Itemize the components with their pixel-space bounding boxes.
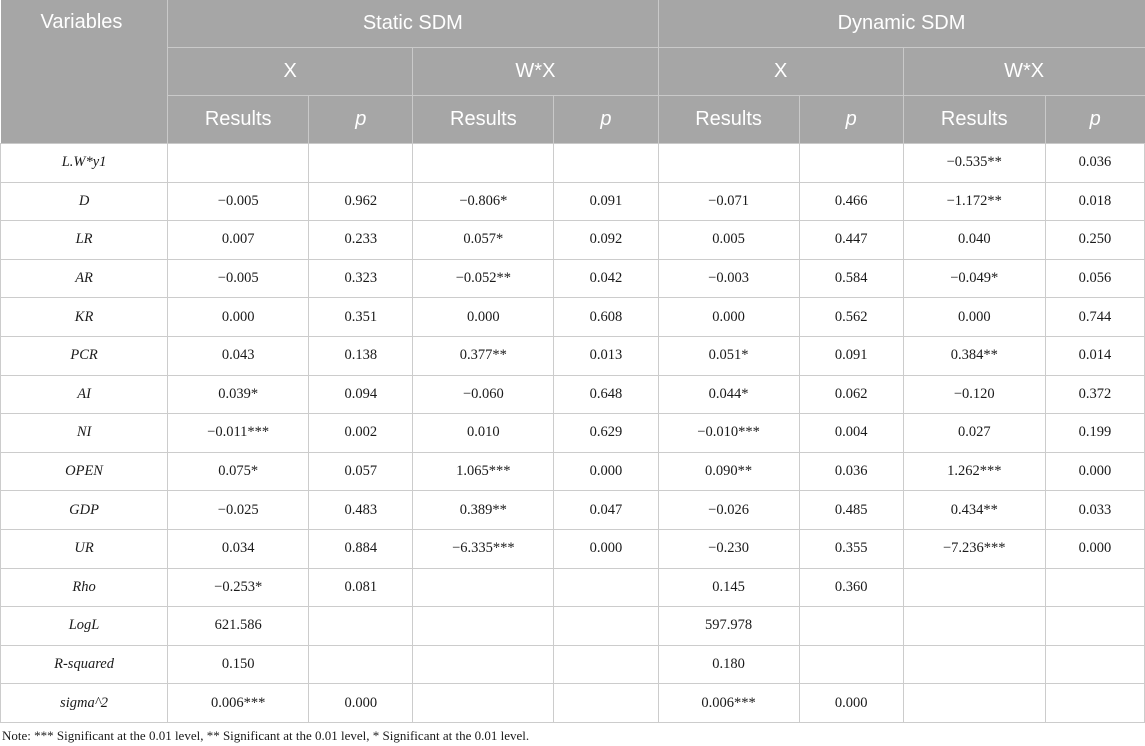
results-header: Results [903,96,1045,144]
p-value-cell: 0.004 [799,414,903,453]
result-cell: 0.180 [658,645,799,684]
p-value-cell: 0.351 [309,298,413,337]
p-value-cell: 0.250 [1045,221,1144,260]
variable-name: AI [1,375,168,414]
variable-name: UR [1,529,168,568]
results-header: Results [168,96,309,144]
p-value-cell: 0.036 [799,452,903,491]
result-cell: −0.011*** [168,414,309,453]
table-row [1,568,1145,607]
result-cell: 0.027 [903,414,1045,453]
variable-name: NI [1,414,168,453]
p-value-cell [799,645,903,684]
variable-name: AR [1,259,168,298]
p-header: p [1045,96,1144,144]
p-value-cell: 0.447 [799,221,903,260]
result-cell [413,144,554,183]
p-value-cell: 0.094 [309,375,413,414]
result-cell: −7.236*** [903,529,1045,568]
p-value-cell: 0.744 [1045,298,1144,337]
result-cell: 0.006*** [168,684,309,723]
result-cell: −0.060 [413,375,554,414]
variable-name: Rho [1,568,168,607]
p-value-cell [554,607,658,646]
result-cell: −0.535** [903,144,1045,183]
result-cell: −1.172** [903,182,1045,221]
p-value-cell: 0.092 [554,221,658,260]
result-cell [903,645,1045,684]
p-value-cell: 0.355 [799,529,903,568]
p-value-cell [799,607,903,646]
p-value-cell: 0.648 [554,375,658,414]
variable-name: LR [1,221,168,260]
result-cell: 0.034 [168,529,309,568]
p-value-cell: 0.081 [309,568,413,607]
result-cell: −0.025 [168,491,309,530]
p-value-cell [309,607,413,646]
p-value-cell: 0.042 [554,259,658,298]
result-cell: 0.090** [658,452,799,491]
result-cell: −0.005 [168,259,309,298]
p-value-cell: 0.000 [1045,529,1144,568]
result-cell: 0.043 [168,336,309,375]
variable-name: OPEN [1,452,168,491]
result-cell: −0.806* [413,182,554,221]
p-value-cell [1045,684,1144,723]
result-cell: −0.052** [413,259,554,298]
result-cell: 1.065*** [413,452,554,491]
dynamic-x-header: X [658,48,903,96]
table-row [1,414,1145,453]
p-value-cell: 0.062 [799,375,903,414]
p-value-cell: 0.372 [1045,375,1144,414]
variable-name: L.W*y1 [1,144,168,183]
result-cell: 621.586 [168,607,309,646]
results-header: Results [658,96,799,144]
results-header: Results [413,96,554,144]
result-cell [903,607,1045,646]
result-cell: 0.000 [168,298,309,337]
p-value-cell [309,144,413,183]
table-row [1,684,1145,723]
p-value-cell: 0.199 [1045,414,1144,453]
p-value-cell: 0.000 [1045,452,1144,491]
table-row [1,452,1145,491]
p-value-cell: 0.018 [1045,182,1144,221]
p-value-cell [1045,607,1144,646]
p-value-cell: 0.091 [799,336,903,375]
p-value-cell: 0.233 [309,221,413,260]
result-cell: 0.150 [168,645,309,684]
p-value-cell: 0.000 [554,529,658,568]
result-cell: −0.026 [658,491,799,530]
result-cell [658,144,799,183]
result-cell: −0.003 [658,259,799,298]
p-value-cell: 0.056 [1045,259,1144,298]
p-value-cell: 0.323 [309,259,413,298]
result-cell: 1.262*** [903,452,1045,491]
result-cell: 0.145 [658,568,799,607]
variables-header: Variables [1,0,168,144]
p-value-cell [554,144,658,183]
table-row [1,491,1145,530]
p-value-cell: 0.014 [1045,336,1144,375]
p-value-cell: 0.013 [554,336,658,375]
result-cell: −0.253* [168,568,309,607]
result-cell [413,568,554,607]
table-row [1,529,1145,568]
result-cell [413,645,554,684]
dynamic-sdm-header: Dynamic SDM [658,0,1144,48]
p-value-cell: 0.608 [554,298,658,337]
p-value-cell [554,568,658,607]
result-cell: −0.005 [168,182,309,221]
result-cell: −0.071 [658,182,799,221]
p-header: p [554,96,658,144]
static-sdm-header: Static SDM [168,0,658,48]
table-row [1,607,1145,646]
p-value-cell: 0.962 [309,182,413,221]
result-cell: 0.000 [413,298,554,337]
result-cell: 0.005 [658,221,799,260]
result-cell: 0.039* [168,375,309,414]
p-value-cell: 0.584 [799,259,903,298]
result-cell: 0.007 [168,221,309,260]
p-value-cell [1045,568,1144,607]
dynamic-wx-header: W*X [903,48,1144,96]
static-x-header: X [168,48,413,96]
result-cell: 0.051* [658,336,799,375]
variable-name: sigma^2 [1,684,168,723]
result-cell: 0.000 [658,298,799,337]
result-cell: 0.434** [903,491,1045,530]
table-row [1,645,1145,684]
result-cell [168,144,309,183]
p-value-cell: 0.466 [799,182,903,221]
table-row [1,336,1145,375]
p-value-cell: 0.000 [309,684,413,723]
result-cell [413,607,554,646]
result-cell: 0.000 [903,298,1045,337]
result-cell: −6.335*** [413,529,554,568]
p-value-cell: 0.629 [554,414,658,453]
p-value-cell: 0.884 [309,529,413,568]
table-body [1,144,1145,723]
result-cell: −0.120 [903,375,1045,414]
result-cell: 0.040 [903,221,1045,260]
variable-name: PCR [1,336,168,375]
p-value-cell: 0.002 [309,414,413,453]
result-cell [903,684,1045,723]
p-value-cell: 0.091 [554,182,658,221]
p-value-cell: 0.000 [554,452,658,491]
p-value-cell [554,645,658,684]
result-cell [903,568,1045,607]
p-value-cell: 0.033 [1045,491,1144,530]
result-cell [413,684,554,723]
table-row [1,221,1145,260]
result-cell: −0.049* [903,259,1045,298]
table-row [1,375,1145,414]
table-row [1,182,1145,221]
static-wx-header: W*X [413,48,658,96]
p-value-cell: 0.000 [799,684,903,723]
table-header [1,0,1145,144]
table-row [1,298,1145,337]
p-value-cell: 0.047 [554,491,658,530]
p-value-cell: 0.057 [309,452,413,491]
variable-name: KR [1,298,168,337]
p-value-cell [554,684,658,723]
result-cell: 0.075* [168,452,309,491]
variable-name: R-squared [1,645,168,684]
variable-name: D [1,182,168,221]
result-cell: −0.010*** [658,414,799,453]
p-value-cell: 0.036 [1045,144,1144,183]
result-cell: 0.377** [413,336,554,375]
p-value-cell [799,144,903,183]
p-value-cell [309,645,413,684]
result-cell: 0.010 [413,414,554,453]
p-value-cell: 0.138 [309,336,413,375]
variable-name: GDP [1,491,168,530]
p-header: p [799,96,903,144]
result-cell: 0.044* [658,375,799,414]
result-cell: 0.384** [903,336,1045,375]
table-row [1,144,1145,183]
result-cell: 0.389** [413,491,554,530]
result-cell: 0.057* [413,221,554,260]
result-cell: 597.978 [658,607,799,646]
p-value-cell [1045,645,1144,684]
result-cell: 0.006*** [658,684,799,723]
table-note: Note: *** Significant at the 0.01 level, ** Significant at the 0.01 level, * Significant at the 0.01 level. [2,728,530,743]
variable-name: LogL [1,607,168,646]
table-row [1,259,1145,298]
p-header: p [309,96,413,144]
p-value-cell: 0.562 [799,298,903,337]
p-value-cell: 0.485 [799,491,903,530]
p-value-cell: 0.360 [799,568,903,607]
result-cell: −0.230 [658,529,799,568]
p-value-cell: 0.483 [309,491,413,530]
